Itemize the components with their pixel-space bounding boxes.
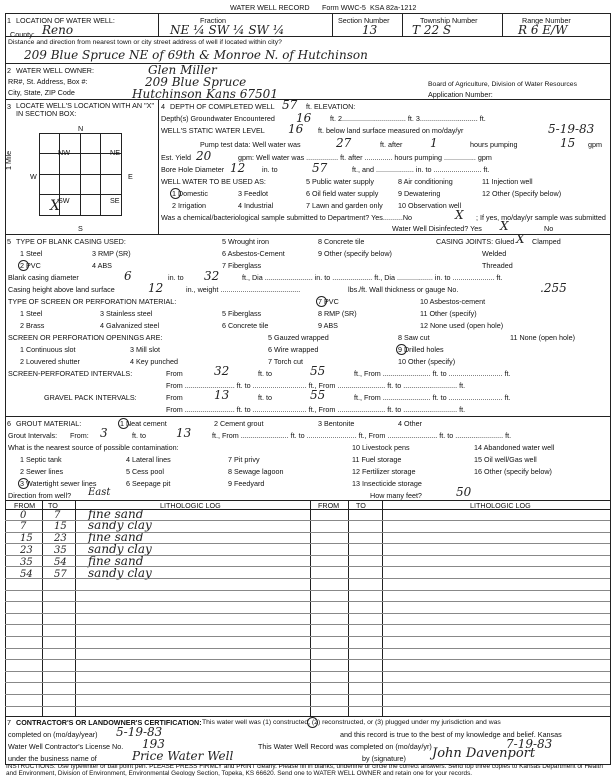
- log-from-cell: 15: [20, 533, 33, 544]
- use-2: 2 Irrigation: [172, 201, 206, 210]
- casing-7: 7 Fiberglass: [222, 261, 262, 270]
- log-desc-cell: fine sand: [88, 554, 144, 568]
- distance-label: Distance and direction from nearest town or city street address of well if located within city?: [8, 39, 282, 46]
- gravel-to-value: 55: [310, 388, 326, 402]
- circle-mark: [396, 344, 407, 355]
- perf-label: SCREEN-PERFORATED INTERVALS:: [8, 369, 133, 378]
- log-rule: [5, 578, 610, 579]
- range-label: Range Number: [522, 16, 571, 25]
- screen-7: 7 PVC: [318, 297, 339, 306]
- log-to-cell: 15: [54, 521, 67, 532]
- section-5-num: 5: [7, 237, 11, 246]
- diam-in-to: in. to: [168, 273, 184, 282]
- county-label: County:: [10, 30, 35, 39]
- circle-mark: [307, 717, 318, 728]
- use-8: 8 Air conditioning: [398, 177, 453, 186]
- source-14: 14 Abandoned water well: [474, 443, 555, 452]
- source-15: 15 Oil well/Gas well: [474, 455, 537, 464]
- west-label: W: [30, 172, 37, 181]
- source-8: 8 Sewage lagoon: [228, 467, 284, 476]
- use-5: 5 Public water supply: [306, 177, 374, 186]
- rule: [5, 99, 610, 100]
- circle-mark: [118, 418, 129, 429]
- depth-label: DEPTH OF COMPLETED WELL: [170, 102, 275, 111]
- yield-value: 20: [196, 149, 212, 163]
- record-label: This Water Well Record was completed on (mo/day/yr): [258, 742, 432, 751]
- log-rule: [5, 555, 610, 556]
- log-rule: [5, 706, 610, 707]
- casing-6: 6 Asbestos-Cement: [222, 249, 285, 258]
- rule: [5, 63, 610, 64]
- ne-label: NE: [110, 148, 120, 157]
- se-label: SE: [110, 196, 120, 205]
- opening-3: 3 Mill slot: [130, 345, 160, 354]
- license-label: Water Well Contractor's License No.: [8, 742, 124, 751]
- rule: [39, 153, 121, 154]
- screen-label: TYPE OF SCREEN OR PERFORATION MATERIAL:: [8, 297, 177, 306]
- bore-to-value: 57: [312, 161, 328, 175]
- use-11: 11 Injection well: [482, 177, 533, 186]
- location-label: LOCATION OF WATER WELL:: [16, 16, 115, 25]
- groundwater-label: Depth(s) Groundwater Encountered: [161, 114, 275, 123]
- source-11: 11 Fuel storage: [352, 455, 402, 464]
- screen-10: 10 Asbestos-cement: [420, 297, 486, 306]
- screen-5: 5 Fiberglass: [222, 309, 262, 318]
- nw-label: NW: [58, 148, 70, 157]
- perf-tail: ft., From ........................ ft. to ........................... ft.: [354, 369, 511, 378]
- distance-value: 209 Blue Spruce NE of 69th & Monroe N. of Hutchinson: [24, 48, 368, 62]
- source-9: 9 Feedyard: [228, 479, 265, 488]
- log-rule: [5, 532, 610, 533]
- opening-7: 7 Torch cut: [268, 357, 304, 366]
- circle-mark: [316, 296, 327, 307]
- chem-label: Was a chemical/bacteriological sample submitted to Department? Yes..........No: [161, 213, 413, 222]
- thickness-value: .255: [540, 281, 567, 295]
- screen-9: 9 ABS: [318, 321, 338, 330]
- diam-to-value: 32: [204, 269, 220, 283]
- source-5: 5 Cess pool: [126, 467, 164, 476]
- screen-12: 12 None used (open hole): [420, 321, 504, 330]
- rule: [158, 99, 159, 234]
- section-4-num: 4: [161, 102, 165, 111]
- instructions: INSTRUCTIONS: Use typewriter or ball point pen. PLEASE PRESS FIRMLY and PRINT clearly. Please fill in blanks, underline or circle the correct answers. Send top three copies to Kansas Department of Health and Environment, Division of Environment, Environmental Geology Section, Topeka, KS 66620. Send one to WATER WELL OWNER and retain one for your records.: [6, 764, 603, 776]
- static-value: 16: [288, 122, 304, 136]
- bore-tail: ft., and ................... in. to ........................ ft.: [352, 165, 490, 174]
- bore-label: Bore Hole Diameter: [161, 165, 225, 174]
- grout-to-value: 13: [176, 426, 192, 440]
- opening-4: 4 Key punched: [130, 357, 178, 366]
- log-desc-cell: sandy clay: [88, 566, 152, 580]
- quadrant-sw: [39, 174, 81, 216]
- opening-8: 8 Saw cut: [398, 333, 430, 342]
- grout-4: 4 Other: [398, 419, 422, 428]
- log-rule: [5, 648, 610, 649]
- location-mark: X: [50, 198, 60, 214]
- log-rule: [5, 636, 610, 637]
- elevation-label: ft. ELEVATION:: [306, 102, 356, 111]
- gpm-unit: gpm: [588, 140, 602, 149]
- south-label: S: [78, 224, 83, 233]
- grout-1: 1 Neat cement: [120, 419, 167, 428]
- log-from-cell: 7: [20, 521, 27, 532]
- section-6-num: 6: [7, 419, 11, 428]
- use-1: 1 Domestic: [172, 189, 208, 198]
- grout-from-value: 3: [100, 426, 108, 440]
- screen-6: 6 Concrete tile: [222, 321, 269, 330]
- owner-label: WATER WELL OWNER:: [16, 66, 94, 75]
- casing-2: 2 PVC: [20, 261, 41, 270]
- source-6: 6 Seepage pit: [126, 479, 171, 488]
- rule: [39, 194, 121, 195]
- screen-1: 1 Steel: [20, 309, 43, 318]
- chem-tail: ; If yes, mo/day/yr sample was submitted: [476, 213, 606, 222]
- pump-label: Pump test data: Well water was: [200, 140, 301, 149]
- city-value: Hutchinson Kans 67501: [132, 87, 278, 101]
- rule: [100, 133, 101, 215]
- log-from-cell: 0: [20, 510, 27, 521]
- opening-9: 9 Drilled holes: [398, 345, 444, 354]
- diam-value: 6: [124, 269, 132, 283]
- section-7-num: 7: [7, 718, 11, 727]
- log-rule: [5, 543, 610, 544]
- signature: John Davenport: [432, 746, 536, 761]
- direction-value: East: [88, 487, 111, 498]
- section-1-num: 1: [7, 16, 11, 25]
- use-7: 7 Lawn and garden only: [306, 201, 383, 210]
- perf-from-value: 32: [214, 364, 230, 378]
- township-label: Township Number: [420, 16, 478, 25]
- log-rule: [5, 671, 610, 672]
- height-value: 12: [148, 281, 164, 295]
- gravel-from-label: From: [166, 393, 183, 402]
- casing-9: 9 Other (specify below): [318, 249, 392, 258]
- bore-in-to: in. to: [262, 165, 278, 174]
- height-label: Casing height above land surface: [8, 285, 115, 294]
- circle-mark: [18, 478, 29, 489]
- log-rule: [5, 694, 610, 695]
- business-label: under the business name of: [8, 754, 97, 763]
- mile-label: 1 Mile: [4, 150, 13, 170]
- rule: [5, 36, 610, 37]
- casing-3: 3 RMP (SR): [92, 249, 131, 258]
- source-7: 7 Pit privy: [228, 455, 260, 464]
- log-desc-cell: fine sand: [88, 507, 144, 521]
- openings-label: SCREEN OR PERFORATION OPENINGS ARE:: [8, 333, 163, 342]
- use-12: 12 Other (Specify below): [482, 189, 562, 198]
- screen-4: 4 Galvanized steel: [100, 321, 160, 330]
- log-rule: [5, 659, 610, 660]
- use-4: 4 Industrial: [238, 201, 274, 210]
- screen-8: 8 RMP (SR): [318, 309, 357, 318]
- section-number-label: Section Number: [338, 16, 390, 25]
- gravel-row2: From ......................... ft. to ........................... ft., From ........................ ft. to ........................... ft.: [166, 405, 466, 414]
- pump-hours: 1: [430, 136, 438, 150]
- log-from-header: FROM: [14, 501, 36, 510]
- city-label: City, State, ZIP Code: [8, 88, 75, 97]
- thickness-label: lbs./ft. Wall thickness or gauge No.: [348, 285, 459, 294]
- yield-unit: gpm: Well water was ................ ft. after .............. hours pumping ................ gpm: [238, 153, 492, 162]
- rule: [158, 13, 159, 36]
- direction-label: Direction from well?: [8, 491, 72, 500]
- log-from-cell: 54: [20, 569, 33, 580]
- pump-ft: 27: [336, 136, 352, 150]
- feet-value: 50: [456, 485, 472, 499]
- range-value: R 6 E/W: [518, 23, 568, 37]
- ksa-number: KSA 82a-1212: [370, 3, 417, 12]
- casing-label: TYPE OF BLANK CASING USED:: [16, 237, 126, 246]
- use-3: 3 Feedlot: [238, 189, 268, 198]
- opening-10: 10 Other (specify): [398, 357, 456, 366]
- locate-label: LOCATE WELL'S LOCATION WITH AN "X" IN SECTION BOX:: [16, 101, 154, 118]
- source-13: 13 Insecticide storage: [352, 479, 422, 488]
- fraction-value: NE ¼ SW ¼ SW ¼: [170, 23, 285, 37]
- township-value: T 22 S: [412, 23, 452, 37]
- source-4: 4 Lateral lines: [126, 455, 171, 464]
- source-2: 2 Sewer lines: [20, 467, 64, 476]
- weight-label: in., weight ........................................: [186, 285, 301, 294]
- screen-3: 3 Stainless steel: [100, 309, 153, 318]
- certification-label: CONTRACTOR'S OR LANDOWNER'S CERTIFICATION:: [16, 718, 202, 727]
- after-label: ft. after: [380, 140, 403, 149]
- address-label: RR#, St. Address, Box #:: [8, 77, 88, 86]
- disinfect-yes-mark: X: [500, 219, 509, 233]
- disinfect-label: Water Well Disinfected? Yes: [392, 224, 482, 233]
- section-number-value: 13: [362, 23, 378, 37]
- log-rule: [5, 682, 610, 683]
- log-to-cell: 57: [54, 569, 67, 580]
- form-number: Form WWC-5: [322, 3, 366, 12]
- source-3: 3 Watertight sewer lines: [20, 479, 97, 488]
- pump-gpm: 15: [560, 136, 576, 150]
- grout-ft-to: ft. to: [132, 431, 146, 440]
- quadrant-se: [80, 174, 122, 216]
- log-rule: [5, 590, 610, 591]
- section-2-num: 2: [7, 66, 11, 75]
- rule: [5, 716, 610, 717]
- glued-mark: X: [516, 232, 525, 246]
- static-date: 5-19-83: [548, 122, 595, 136]
- sw-label: SW: [58, 196, 70, 205]
- screen-2: 2 Brass: [20, 321, 45, 330]
- chem-no-mark: X: [455, 208, 464, 222]
- rule: [5, 416, 610, 417]
- casing-1: 1 Steel: [20, 249, 43, 258]
- disinfect-no: No: [544, 224, 554, 233]
- record-date: 7-19-83: [506, 737, 553, 751]
- rule: [502, 13, 503, 36]
- feet-label: How many feet?: [370, 491, 422, 500]
- yield-label: Est. Yield: [161, 153, 191, 162]
- perf-to-label: ft. to: [258, 369, 272, 378]
- completed-label: completed on (mo/day/year): [8, 730, 98, 739]
- certification-text-2: and this record is true to the best of my knowledge and belief. Kansas: [340, 730, 562, 739]
- log-from-cell: 23: [20, 545, 33, 556]
- log-rule: [5, 613, 610, 614]
- gravel-from-value: 13: [214, 388, 230, 402]
- log-title-right: LITHOLOGIC LOG: [470, 501, 531, 510]
- log-title-left: LITHOLOGIC LOG: [160, 501, 221, 510]
- log-to-cell: 35: [54, 545, 67, 556]
- address-value: 209 Blue Spruce: [145, 75, 247, 89]
- county-value: Reno: [42, 23, 74, 37]
- log-to-header: TO: [48, 501, 58, 510]
- source-1: 1 Septic tank: [20, 455, 62, 464]
- log-desc-cell: fine sand: [88, 530, 144, 544]
- bore-value: 12: [230, 161, 246, 175]
- clamped-label: Clamped: [532, 237, 561, 246]
- gravel-to-label: ft. to: [258, 393, 272, 402]
- rule: [5, 13, 6, 765]
- log-rule: [5, 624, 610, 625]
- business-value: Price Water Well: [132, 749, 234, 763]
- diam-label: Blank casing diameter: [8, 273, 79, 282]
- opening-6: 6 Wire wrapped: [268, 345, 319, 354]
- log-to-header-2: TO: [356, 501, 366, 510]
- log-from-cell: 35: [20, 557, 33, 568]
- owner-value: Glen Miller: [148, 63, 217, 77]
- use-6: 6 Oil field water supply: [306, 189, 379, 198]
- rule: [5, 13, 610, 14]
- grout-intervals-label: Grout Intervals:: [8, 431, 58, 440]
- east-label: E: [128, 172, 133, 181]
- opening-5: 5 Gauzed wrapped: [268, 333, 329, 342]
- opening-2: 2 Louvered shutter: [20, 357, 80, 366]
- form-title: WATER WELL RECORD: [230, 3, 310, 12]
- opening-1: 1 Continuous slot: [20, 345, 76, 354]
- rule: [402, 13, 403, 36]
- log-desc-cell: sandy clay: [88, 542, 152, 556]
- log-to-cell: 23: [54, 533, 67, 544]
- use-label: WELL WATER TO BE USED AS:: [161, 177, 266, 186]
- rule: [610, 13, 611, 765]
- completed-value: 5-19-83: [116, 725, 163, 739]
- application-label: Application Number:: [428, 90, 493, 99]
- log-desc-cell: sandy clay: [88, 518, 152, 532]
- casing-5: 5 Wrought iron: [222, 237, 270, 246]
- source-12: 12 Fertilizer storage: [352, 467, 416, 476]
- static-tail: ft. below land surface measured on mo/day/yr: [318, 126, 464, 135]
- source-16: 16 Other (specify below): [474, 467, 552, 476]
- perf-to-value: 55: [310, 364, 326, 378]
- threaded-label: Threaded: [482, 261, 513, 270]
- grout-3: 3 Bentonite: [318, 419, 355, 428]
- grout-from: From:: [70, 431, 89, 440]
- perf-from-label: From: [166, 369, 183, 378]
- static-label: WELL'S STATIC WATER LEVEL: [161, 126, 265, 135]
- casing-4: 4 ABS: [92, 261, 112, 270]
- circle-mark: [18, 260, 29, 271]
- log-to-cell: 7: [54, 510, 61, 521]
- use-9: 9 Dewatering: [398, 189, 441, 198]
- north-label: N: [78, 124, 84, 133]
- board-label: Board of Agriculture, Division of Water Resources: [428, 81, 577, 88]
- grout-2: 2 Cement grout: [214, 419, 264, 428]
- groundwater-value: 16: [296, 111, 312, 125]
- circle-mark: [170, 188, 181, 199]
- signature-label: by (signature): [362, 754, 406, 763]
- section-3-num: 3: [7, 102, 11, 111]
- rule: [332, 13, 333, 36]
- license-value: 193: [142, 737, 165, 751]
- opening-11: 11 None (open hole): [510, 333, 575, 342]
- gravel-tail: ft., From ........................ ft. to ........................... ft.: [354, 393, 511, 402]
- depth-value: 57: [282, 98, 298, 112]
- diam-tail: ft., Dia ........................ in. to .................... ft., Dia .................. in. to ..................... ft.: [242, 273, 503, 282]
- welded-label: Welded: [482, 249, 507, 258]
- gw-ft-2: ft. 2................................ ft. 3............................. ft.: [330, 114, 486, 123]
- screen-11: 11 Other (specify): [420, 309, 477, 318]
- certification-text: This water well was (1) constructed, (2) reconstructed, or (3) plugged under my jurisdiction and was: [202, 719, 501, 726]
- casing-8: 8 Concrete tile: [318, 237, 365, 246]
- joints-label: CASING JOINTS: Glued: [436, 237, 515, 246]
- use-10: 10 Observation well: [398, 201, 462, 210]
- source-10: 10 Livestock pens: [352, 443, 410, 452]
- contam-label: What is the nearest source of possible contamination:: [8, 443, 179, 452]
- fraction-label: Fraction: [200, 16, 226, 25]
- log-rule: [5, 520, 610, 521]
- log-from-header-2: FROM: [318, 501, 340, 510]
- gravel-label: GRAVEL PACK INTERVALS:: [44, 393, 137, 402]
- log-rule: [5, 601, 610, 602]
- perf-row2: From ......................... ft. to ........................... ft., From ........................ ft. to ........................... ft.: [166, 381, 466, 390]
- hours-label: hours pumping: [470, 140, 518, 149]
- grout-label: GROUT MATERIAL:: [16, 419, 82, 428]
- log-to-cell: 54: [54, 557, 67, 568]
- grout-tail: ft., From ........................ ft. to ......................... ft., From ......................... ft. to ........................ ft.: [212, 431, 512, 440]
- log-rule: [5, 566, 610, 567]
